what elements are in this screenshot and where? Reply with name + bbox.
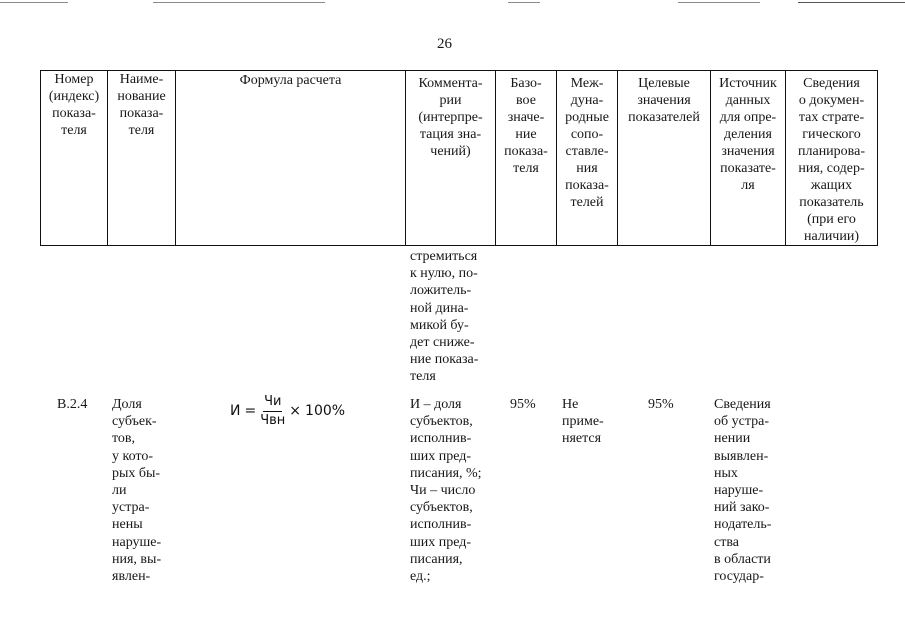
header-line: рии bbox=[439, 93, 462, 108]
indicator-name-line: ли bbox=[112, 483, 127, 499]
header-line: данных bbox=[725, 93, 771, 108]
formula-equals: = bbox=[244, 403, 257, 419]
scan-artifact-line bbox=[153, 2, 325, 3]
header-line: показа- bbox=[504, 144, 548, 159]
indicator-comments bbox=[410, 396, 482, 585]
header-line: тация зна- bbox=[419, 127, 482, 142]
scan-artifact-line bbox=[508, 2, 540, 3]
formula-times: × bbox=[289, 403, 302, 419]
header-line: Номер bbox=[54, 72, 94, 87]
header-line: Меж- bbox=[570, 76, 604, 91]
header-line: о докумен- bbox=[798, 93, 865, 108]
header-line: чений) bbox=[430, 144, 471, 159]
header-line: вое bbox=[516, 93, 536, 108]
comment-line: исполнив- bbox=[410, 517, 472, 533]
header-line: ния, содер- bbox=[798, 161, 865, 176]
comment-line: дет сниже- bbox=[410, 335, 475, 351]
header-cell-international bbox=[556, 71, 617, 245]
indicator-name-line: у кото- bbox=[112, 448, 154, 464]
indicator-name-line: устра- bbox=[112, 500, 150, 516]
comment-line: Чи – число bbox=[410, 483, 476, 499]
header-line: ля bbox=[741, 178, 755, 193]
header-line: значе- bbox=[507, 110, 545, 125]
scan-artifact-line bbox=[798, 2, 905, 3]
comment-line: исполнив- bbox=[410, 431, 472, 447]
comment-line: к нулю, по- bbox=[410, 266, 478, 282]
header-line: Источник bbox=[719, 76, 777, 91]
data-source-line: государ- bbox=[714, 569, 764, 585]
header-line: нование bbox=[117, 89, 166, 104]
header-line: показа- bbox=[52, 106, 96, 121]
header-cell-strategic-docs bbox=[785, 71, 877, 245]
international-comparison bbox=[562, 396, 604, 448]
data-source-line: об устра- bbox=[714, 414, 770, 430]
header-line: Базо- bbox=[510, 76, 542, 91]
header-line: Формула расчета bbox=[239, 73, 342, 88]
comment-line: теля bbox=[410, 369, 436, 385]
data-source-line: Сведения bbox=[714, 397, 771, 412]
comment-line: микой бу- bbox=[410, 317, 469, 333]
header-line: родные bbox=[565, 110, 609, 125]
indicator-name-line: тов, bbox=[112, 431, 136, 447]
header-line: (индекс) bbox=[48, 89, 100, 104]
base-value: 95% bbox=[510, 397, 536, 412]
target-value: 95% bbox=[648, 397, 674, 412]
international-comparison-line: няется bbox=[562, 431, 602, 447]
indicator-name-line: ния, вы- bbox=[112, 551, 162, 567]
header-line: дуна- bbox=[570, 93, 604, 108]
data-source-line: выявлен- bbox=[714, 448, 769, 464]
comment-line: писания, %; bbox=[410, 465, 482, 481]
comment-line: ед.; bbox=[410, 569, 431, 585]
header-line: (интерпре- bbox=[418, 110, 483, 125]
header-cell-formula bbox=[175, 71, 405, 245]
comment-line: ложитель- bbox=[410, 283, 472, 299]
header-line: (при его bbox=[807, 212, 856, 227]
header-line: Коммента- bbox=[418, 76, 483, 91]
header-line: Сведения bbox=[803, 76, 860, 91]
header-line: показатель bbox=[799, 195, 864, 210]
scan-artifact-line bbox=[0, 2, 68, 3]
header-line: Наиме- bbox=[119, 72, 164, 87]
data-source-line: наруше- bbox=[714, 483, 764, 499]
header-line: показателей bbox=[628, 110, 700, 125]
data-source-line: нодатель- bbox=[714, 517, 772, 533]
indicator-number: В.2.4 bbox=[57, 397, 88, 412]
comment-line: ной дина- bbox=[410, 300, 469, 316]
indicator-name-line: нены bbox=[112, 517, 143, 533]
header-line: для опре- bbox=[719, 110, 777, 125]
header-line: теля bbox=[61, 123, 87, 138]
header-line: ние bbox=[515, 127, 537, 142]
scan-artifact-line bbox=[678, 2, 760, 3]
table-header bbox=[40, 70, 878, 246]
header-line: гического bbox=[802, 127, 861, 142]
header-cell-comments bbox=[405, 71, 495, 245]
header-line: значения bbox=[721, 144, 775, 159]
data-source bbox=[714, 396, 771, 585]
header-line: ставле- bbox=[565, 144, 609, 159]
header-line: тах страте- bbox=[798, 110, 865, 125]
comment-line: субъектов, bbox=[410, 500, 473, 516]
formula-numerator: Чи bbox=[263, 394, 282, 412]
formula-factor: 100% bbox=[305, 403, 346, 419]
header-cell-base-value bbox=[495, 71, 556, 245]
header-cell-number bbox=[41, 71, 107, 245]
comment-line: ние показа- bbox=[410, 352, 479, 368]
indicator-name-line: субъек- bbox=[112, 414, 157, 430]
data-source-line: ства bbox=[714, 534, 739, 550]
header-cell-name bbox=[107, 71, 175, 245]
header-line: деления bbox=[724, 127, 772, 142]
header-line: Целевые bbox=[638, 76, 690, 91]
header-line: значения bbox=[637, 93, 691, 108]
indicator-name-line: явлен- bbox=[112, 569, 151, 585]
formula-denominator: Чвн bbox=[260, 412, 286, 428]
international-comparison-line: Не bbox=[562, 397, 579, 412]
formula-fraction bbox=[260, 394, 285, 429]
header-line: жащих bbox=[810, 178, 853, 193]
previous-row-comment bbox=[410, 248, 478, 386]
header-cell-target-values bbox=[617, 71, 710, 245]
calculation-formula bbox=[230, 392, 345, 430]
indicator-name-line: наруше- bbox=[112, 534, 162, 550]
comment-line: писания, bbox=[410, 551, 463, 567]
data-source-line: нении bbox=[714, 431, 751, 447]
data-source-line: ных bbox=[714, 465, 738, 481]
header-line: теля bbox=[513, 161, 539, 176]
header-line: планирова- bbox=[798, 144, 865, 159]
comment-line: субъектов, bbox=[410, 414, 473, 430]
header-line: ния bbox=[576, 161, 598, 176]
data-source-line: ний зако- bbox=[714, 500, 770, 516]
comment-line: И – доля bbox=[410, 397, 462, 412]
header-line: показате- bbox=[720, 161, 776, 176]
formula-lhs: И bbox=[230, 403, 241, 419]
indicator-name-line: рых бы- bbox=[112, 465, 161, 481]
header-cell-data-source bbox=[710, 71, 785, 245]
comment-line: стремиться bbox=[410, 249, 478, 264]
header-line: телей bbox=[570, 195, 604, 210]
data-source-line: в области bbox=[714, 551, 771, 567]
header-line: теля bbox=[128, 123, 155, 138]
header-line: сопо- bbox=[570, 127, 604, 142]
comment-line: ших пред- bbox=[410, 448, 472, 464]
indicator-name-line: Доля bbox=[112, 397, 142, 412]
header-line: показа- bbox=[565, 178, 609, 193]
comment-line: ших пред- bbox=[410, 534, 472, 550]
page-number: 26 bbox=[437, 36, 452, 52]
international-comparison-line: приме- bbox=[562, 414, 604, 430]
header-line: наличии) bbox=[804, 229, 859, 244]
indicator-name bbox=[112, 396, 161, 585]
header-line: показа- bbox=[119, 106, 164, 121]
